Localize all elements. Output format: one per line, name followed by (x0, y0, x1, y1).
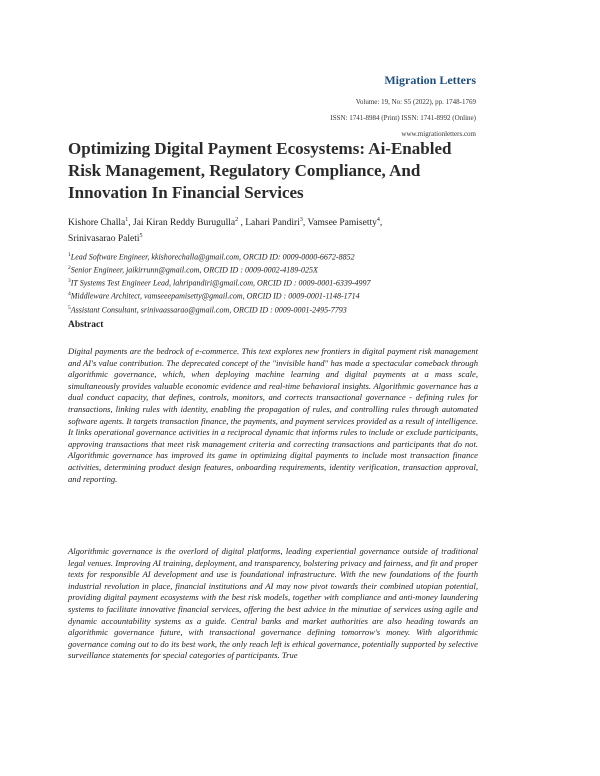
affiliation-item: $^3$IT Systems Test Engineer Lead, lahripandiri@gmail.com, ORCID ID : 0009-0001-6339-4997 (68, 278, 371, 288)
author-3: Lahari Pandiri$^3$, (245, 217, 308, 229)
issn-info: ISSN: 1741-8984 (Print) ISSN: 1741-8992 (Online) (330, 114, 476, 122)
author-5: Srinivasarao Paleti$^5$ (68, 233, 143, 245)
affiliation-item: $^4$Middleware Architect, vamseeepamisetty@gmail.com, ORCID ID : 0009-0001-1148-1714 (68, 291, 360, 302)
abstract-paragraph-1: Digital payments are the bedrock of e-commerce. This text explores new frontiers in digital payment risk management and AI's value contribution. The deprecated concept of the "invisible hand" has made a spectacular comeback through algorithmic governance, which, when deploying machine learning and digital payments at a mass scale, simultaneously provides valuable economic evidence and real-time behavioral insights. Algorithmic governance has a dual conduct capacity, that defines, controls, monitors, and corrects transactional governance - defining rules for transactions, linking rules with identity, enabling the propagation of rules, and controlling rules through automated software agents. It targets transaction finance, the payments, and payment services provided as a result of intelligence. It links operational governance activities in a reciprocal dynamic that informs rules to include or exclude participants, approving transactions that meet risk management criteria and correcting transactions and participants that do not. Algorithmic governance has improved its game in optimizing digital payments to include most transaction finance activities, determining product design features, onboarding requirements, identity verification, transaction approval, and reporting. (68, 346, 478, 484)
affiliation-item: $^5$Assistant Consultant, srinivaassarao@gmail.com, ORCID ID : 0009-0001-2495-7793 (68, 304, 347, 315)
affiliation-item: $^2$Senior Engineer, jaikirrunn@gmail.com, ORCID ID : 0009-0002-4189-025X (68, 265, 318, 275)
author-1: Kishore Challa$^1$, (68, 217, 134, 229)
paper-title: Optimizing Digital Payment Ecosystems: Ai-Enabled Risk Management, Regulatory Compliance, And Innovation In Financial Services (68, 139, 452, 202)
author-list (68, 214, 488, 246)
abstract-paragraph-2: Algorithmic governance is the overlord of digital platforms, leading experiential governance outside of traditional legal venues. Improving AI training, deployment, and transparency, bolstering privacy and fairness, and fit and proper texts for responsible AI development and use is foundational infrastructure. With the new foundations of the fourth industrial revolution in place, financial institutions and AI may now pivot towards their combined utopian potential, providing digital payment ecosystems with the best risk models, together with compliance and anti-money laundering systems to facilitate innovative financial services, offering the best advice in the minutiae of services using agile and dynamic accountability systems as a guide. Central banks and market authorities are also heading towards an algorithmic governance future, with transactional governance defining tomorrow's money. With algorithmic governance coming out to do its best work, the only reach left is ethical governance, potentially supported by selective surveillance statements for special categories of participants. True (68, 546, 478, 661)
author-4: Vamsee Pamisetty$^4$, (307, 217, 383, 229)
affiliation-list (68, 250, 498, 316)
website[interactable]: www.migrationletters.com (401, 130, 476, 138)
affiliation-item: $^1$Lead Software Engineer, kkishorechalla@gmail.com, ORCID ID: 0009-0000-6672-8852 (68, 252, 355, 262)
author-2: Jai Kiran Reddy Burugulla$^2$ , (133, 217, 246, 229)
volume-info: Volume: 19, No: S5 (2022), pp. 1748-1769 (355, 98, 476, 106)
journal-name: Migration Letters (384, 73, 476, 87)
abstract-heading: Abstract (68, 320, 104, 330)
